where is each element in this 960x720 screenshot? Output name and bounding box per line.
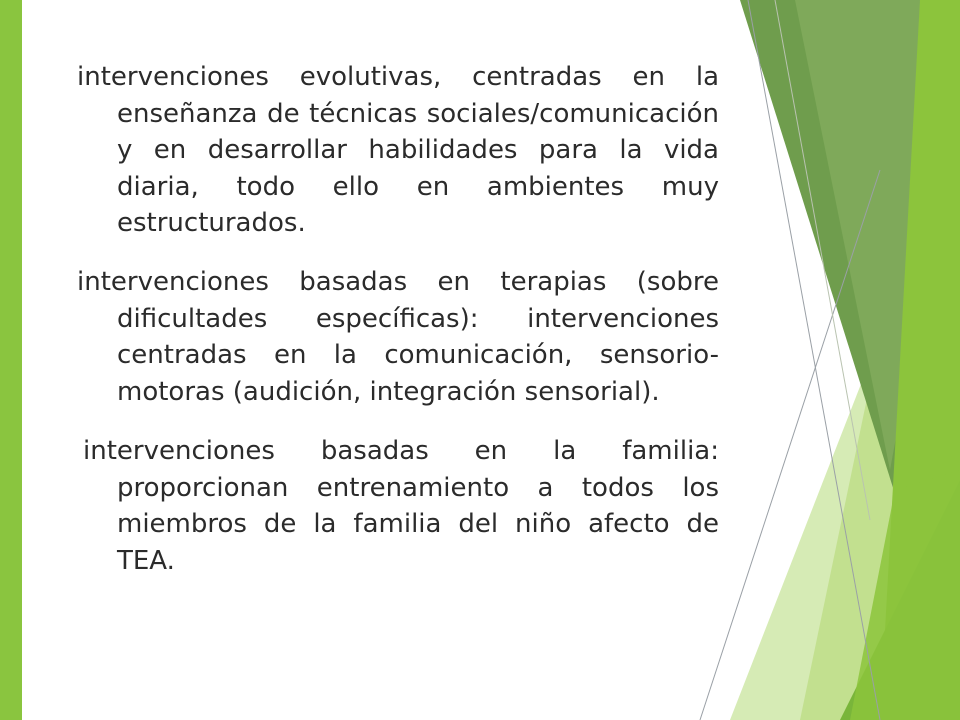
paragraph-1-text: intervenciones evolutivas, centradas en la enseñanza de técnicas sociales/comunicación y en desarrollar habilidades para la vida diaria, todo ello en ambientes muy estructurados.	[77, 62, 719, 238]
paragraph-3-text: intervenciones basadas en la familia: proporcionan entrenamiento a todos los miembros de la familia del niño afecto de TEA.	[83, 436, 719, 576]
paragraph-2	[77, 264, 719, 410]
paragraph-1	[77, 59, 719, 242]
paragraph-2-text: intervenciones basadas en terapias (sobre dificultades específicas): intervenciones centradas en la comunicación, sensorio-motoras (audición, integración sensorial).	[77, 267, 719, 407]
paragraph-3	[83, 433, 719, 579]
